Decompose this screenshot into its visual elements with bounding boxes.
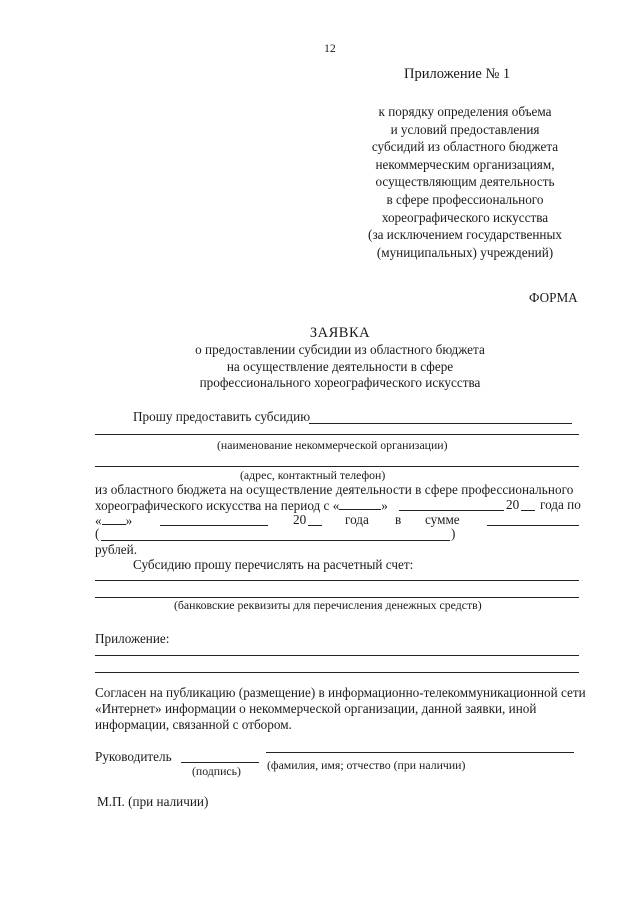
appendix-line: (муниципальных) учреждений) [376,244,554,260]
sum-in-words-field[interactable] [101,540,450,541]
year-word: года [345,512,369,527]
forma-label: ФОРМА [529,290,578,305]
attachment-field-2[interactable] [95,672,579,673]
attachment-label: Приложение: [95,631,170,646]
heading-line: на осуществление деятельности в сфере [226,358,454,374]
org-caption: (наименование некоммерческой организации) [217,438,448,452]
heading-line: профессионального хореографического искусства [199,375,481,390]
consent-line-3: информации, связанной с отбором. [95,717,292,732]
quote-open: « [95,513,102,528]
end-day-group [95,512,132,529]
bank-caption: (банковские реквизиты для перечисления денежных средств) [174,598,482,612]
appendix-line: в сфере профессионального [386,191,544,207]
period-line-2 [95,497,388,514]
rubles-label: рублей. [95,542,138,557]
quote-close: » [125,513,133,528]
account-lead: Субсидию прошу перечислять на расчетный счет: [133,557,414,572]
appendix-block [340,103,590,261]
organization-name-field[interactable] [95,434,579,435]
attachment-field-1[interactable] [95,655,579,656]
period-text: хореографического искусства на период с « [95,498,340,513]
form-title: ЗАЯВКА [309,325,371,341]
address-caption: (адрес, контактный телефон) [240,468,386,482]
consent-line-1: Согласен на публикацию (размещение) в информационно-телекоммуникационной сети [95,685,586,700]
address-field[interactable] [95,466,579,467]
start-year-prefix: 20 [506,497,520,512]
head-name-field[interactable] [266,752,574,753]
sum-field[interactable] [487,525,579,526]
appendix-line: (за исключением государственных [368,227,562,243]
appendix-line: хореографического искусства [381,209,549,225]
in-word: в [395,512,402,527]
end-month-field[interactable] [160,525,268,526]
period-line-1: из областного бюджета на осуществление деятельности в сфере профессионального [95,482,574,497]
signature-caption: (подпись) [192,764,241,778]
end-year-field[interactable] [308,525,322,526]
sum-word: сумме [425,512,460,527]
appendix-title: Приложение № 1 [404,66,511,82]
start-year-field[interactable] [521,510,535,511]
signature-field[interactable] [181,762,259,763]
page-number: 12 [324,41,336,55]
form-heading [90,325,590,392]
paren-close: ) [451,526,456,541]
quote-close: » [381,498,388,513]
appendix-line: и условий предоставления [390,121,540,137]
period-until: года по [540,497,581,512]
bank-details-field-1[interactable] [95,580,579,581]
appendix-line: осуществляющим деятельность [375,174,555,190]
consent-line-2: «Интернет» информации о некоммерческой организации, данной заявки, иной [95,701,537,716]
appendix-line: некоммерческим организациям, [375,156,555,172]
end-year-prefix: 20 [293,512,307,527]
heading-line: о предоставлении субсидии из областного бюджета [195,342,485,357]
request-lead: Прошу предоставить субсидию [133,409,311,424]
name-caption: (фамилия, имя; отчество (при наличии) [267,758,466,772]
appendix-line: к порядку определения объема [378,104,552,119]
stamp-label: М.П. (при наличии) [97,794,209,809]
start-month-field[interactable] [399,510,504,511]
end-day-field[interactable] [102,512,126,525]
head-label: Руководитель [95,749,172,764]
paren-open: ( [95,526,100,541]
subsidy-amount-field[interactable] [309,423,572,424]
appendix-line: субсидий из областного бюджета [371,139,559,155]
start-day-field[interactable] [339,497,381,510]
